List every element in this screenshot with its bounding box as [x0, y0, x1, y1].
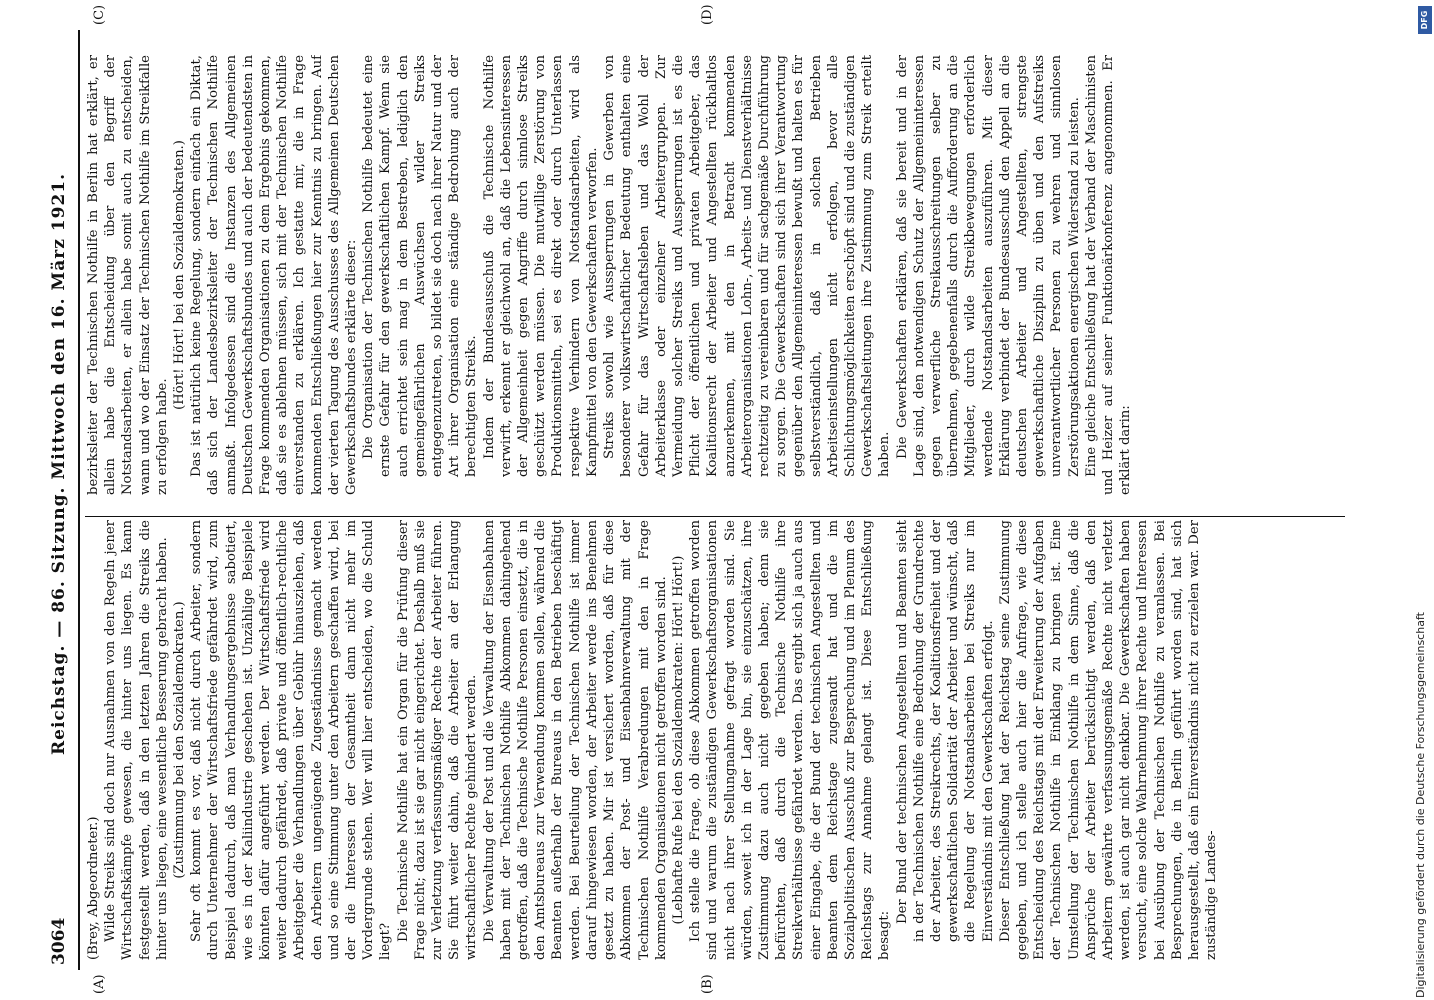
paragraph: Die Verwaltung der Post und die Verwaltung der Eisenbahnen haben mit der Technischen Nothilfe Abkommen dahingehend getroffen, daß die Technische Nothilfe Personen einsetzt, die in den Amtsbureaus zur Verwendung kommen sollen, während die Beamten außerhalb der Bureaus in den Betrieben beschäftigt werden. Bei Beurteilung der Technischen Nothilfe ist immer darauf hingewiesen worden, der Arbeiter werde ins Benehmen gesetzt zu haben. Mir ist versichert worden, daß für diese Abkommen der Post- und Eisenbahnverwaltung mit der Technischen Nothilfe Verabredungen mit den in Frage kommenden Organisationen nicht getroffen worden sind.	[481, 520, 669, 960]
quoted-resolution: Die Organisation der Technischen Nothilfe bedeutet eine ernste Gefahr für den gewerkschaftlichen Kampf. Wenn sie auch errichtet sein mag in dem Bestreben, lediglich den gemeingefährlichen Auswüchsen wilder Streiks entgegenzutreten, so bildet sie doch nach ihrer Natur und der Art ihrer Organisation eine ständige Bedrohung auch der berechtigten Streiks.	[361, 55, 480, 477]
page-number: 3064	[49, 917, 69, 965]
interjection: (Lebhafte Rufe bei den Sozialdemokraten: Hört! Hört!)	[670, 555, 686, 925]
margin-mark-a: (A)	[92, 974, 107, 994]
paragraph: Die Technische Nothilfe hat ein Organ für die Prüfung dieser Frage nicht; dazu ist sie gar nicht eingerichtet. Deshalb muß sie zur Verletzung verfassungsmäßiger Rechte der Arbeiter führen. Sie führt weiter dahin, daß die Arbeiter an der Erlangung wirtschaftlicher Rechte gehindert werden.	[395, 520, 480, 960]
page-header	[45, 35, 75, 965]
margin-mark-d: (D)	[700, 4, 715, 25]
quoted-resolution: Der Bund der technischen Angestellten und Beamten sieht in der Technischen Nothilfe eine Bedrohung der Grundrechte der Arbeiter, des Streikrechts, der Koalitionsfreiheit und der gewerkschaftlichen Solidarität der Arbeiter und wünscht, daß die Regelung der Notstandsarbeiten bei Streiks nur im Einverständnis mit den Gewerkschaften erfolgt.	[894, 520, 996, 942]
page-title: Reichstag. — 86. Sitzung. Mittwoch den 16. März 1921.	[49, 172, 69, 755]
dfg-logo-text: DFG	[1420, 10, 1429, 30]
interjection: (Zustimmung bei den Sozialdemokraten.)	[172, 601, 188, 879]
paragraph: bezirksleiter der Technischen Nothilfe in Berlin hat erklärt, er allein habe die Entscheidung über den Begriff der Notstandsarbeiten, er allein habe somit auch zu entscheiden, wann und wo der Einsatz der Technischen Nothilfe im Streikfalle zu erfolgen habe.	[86, 55, 170, 495]
paragraph: Wilde Streiks sind doch nur Ausnahmen von den Regeln jener Wirtschaftskämpfe gewesen, die hinter uns liegen. Es kann festgestellt werden, daß in den letzten Jahren die Streiks die hinter uns liegen, eine wesentliche Besserung gebracht haben.	[103, 520, 170, 960]
quoted-resolution: Streiks sowohl wie Aussperrungen in Gewerben von besonderer volkswirtschaftlicher Bedeutung enthalten eine Gefahr für das Wirtschaftsleben und das Wohl der Arbeiterklasse oder einzelner Arbeitergruppen. Zur Vermeidung solcher Streiks und Aussperrungen ist es die Pflicht der öffentlichen und privaten Arbeitgeber, das Koalitionsrecht der Arbeiter und Angestellten rückhaltlos anzuerkennen, mit den in Betracht kommenden Arbeiterorganisationen Lohn-, Arbeits- und Dienstverhältnisse rechtzeitig zu vereinbaren und für sachgemäße Durchführung zu sorgen. Die Gewerkschaften sind sich ihrer Verantwortung gegenüber den Allgemeininteressen bewußt und halten es für selbstverständlich, daß in solchen Betrieben Arbeitseinstellungen nicht erfolgen, bevor alle Schlichtungsmöglichkeiten erschöpft sind und die zuständigen Gewerkschaftsleitungen ihre Zustimmung zum Streik erteilt haben.	[602, 55, 893, 477]
quoted-resolution: Die Gewerkschaften erklären, daß sie bereit und in der Lage sind, den notwendigen Schutz der Allgemeininteressen gegen verwerfliche Streikausschreitungen selber zu übernehmen, gegebenenfalls durch die Aufforderung an die Mitglieder, durch wilde Streikbewegungen erforderlich werdende Notstandsarbeiten auszuführen. Mit dieser Erklärung verbindet der Bundesausschuß den Appell an die deutschen Arbeiter und Angestellten, strengste gewerkschaftliche Disziplin zu üben und den Aufstreiks unverantwortlicher Personen zu wehren und sinnlosen Zerstörungsaktionen energischen Widerstand zu leisten.	[894, 55, 1082, 477]
left-column	[85, 520, 1330, 960]
header-rule	[78, 30, 80, 970]
paragraph: Eine gleiche Entschließung hat der Verband der Maschinisten und Heizer auf seiner Funktionärkonferenz angenommen. Er erklärt darin:	[1083, 55, 1134, 495]
speaker-label: (Brey, Abgeordneter.)	[86, 816, 101, 960]
digitization-credit	[1410, 8, 1432, 998]
credit-text: Digitalisierung gefördert durch die Deutsche Forschungsgemeinschaft	[1414, 612, 1427, 998]
interjection: (Hört! Hört! bei den Sozialdemokraten.)	[172, 140, 188, 410]
quoted-resolution: Indem der Bundesausschuß die Technische Nothilfe verwirft, erkennt er gleichwohl an, daß die Lebensinteressen der Allgemeinheit gegen Angriffe durch sinnlose Streiks geschützt werden müssen. Die mutwillige Zerstörung von Produktionsmitteln, sei es direkt oder durch Unterlassen respektive Verhindern von Notstandsarbeiten, wird als Kampfmittel von den Gewerkschaften verworfen.	[481, 55, 600, 477]
paragraph: Das ist natürlich keine Regelung, sondern einfach ein Diktat, daß sich der Landesbezirksleiter der Technischen Nothilfe anmaßt. Infolgedessen sind die Instanzen des Allgemeinen Deutschen Gewerkschaftsbundes und auch der bedeutendsten in Frage kommenden Organisationen zu dem Ergebnis gekommen, daß sie es ablehnen müssen, sich mit der Technischen Nothilfe einverstanden zu erklären. Ich gestatte mir, die in Frage kommenden Entschließungen hier zur Kenntnis zu bringen. Auf der vierten Tagung des Ausschusses des Allgemeinen Deutschen Gewerkschaftsbundes erklärte dieser:	[189, 55, 360, 495]
right-column	[85, 55, 1330, 495]
column-divider	[85, 516, 1345, 517]
paragraph: Sehr oft kommt es vor, daß nicht durch Arbeiter, sondern durch Unternehmer der Wirtschaftsfriede gefährdet wird, zum Beispiel dadurch, daß man Verhandlungsergebnisse sabotiert, wie es in der Kaliindustrie geschehen ist. Unzählige Beispiele könnten dafür angeführt werden. Der Wirtschaftsfriede wird weiter dadurch gefährdet, daß private und öffentlich-rechtliche Arbeitgeber die Verhandlungen über Gebühr hinausziehen, daß den Arbeitern ungenügende Zugeständnisse gemacht werden und so eine Stimmung unter den Arbeitern geschaffen wird, bei der die Interessen der Gesamtheit dann nicht mehr im Vordergrunde stehen. Wer will hier entscheiden, wo die Schuld liegt?	[189, 520, 394, 960]
paragraph: Dieser Entschließung hat der Reichstag seine Zustimmung gegeben, und ich stelle auch hier die Anfrage, wie diese Entscheidung des Reichstags mit der Erweiterung der Aufgaben der Technischen Nothilfe in Einklang zu bringen ist. Eine Umstellung der Technischen Nothilfe in dem Sinne, daß die Ansprüche der Arbeiter berücksichtigt werden, daß den Arbeitern gewährte verfassungsgemäße Rechte nicht verletzt werden, ist auch gar nicht denkbar. Die Gewerkschaften haben versucht, eine solche Wahrnehmung ihrer Rechte und Interessen bei Ausübung der Technischen Nothilfe zu veranlassen. Bei Besprechungen, die in Berlin geführt worden sind, hat sich herausgestellt, daß ein Einverständnis nicht zu erzielen war. Der zuständige Landes-	[997, 520, 1220, 960]
margin-mark-b: (B)	[700, 974, 715, 994]
margin-mark-c: (C)	[92, 4, 107, 25]
paragraph: Ich stelle die Frage, ob diese Abkommen getroffen worden sind und warum die zuständigen Gewerkschaftsorganisationen nicht nach ihrer Stellungnahme gefragt worden sind. Sie würden, soweit ich in der Lage bin, sie einzuschätzen, ihre Zustimmung dazu auch nicht gegeben haben; denn sie befürchten, daß durch die Technische Nothilfe ihre Streikverhältnisse gefährdet werden. Das ergibt sich ja auch aus einer Eingabe, die der Bund der technischen Angestellten und Beamten dem Reichstage zugesandt hat und die im Sozialpolitischen Ausschuß zur Besprechung und im Plenum des Reichstags zur Annahme gelangt ist. Diese Entschließung besagt:	[688, 520, 893, 960]
